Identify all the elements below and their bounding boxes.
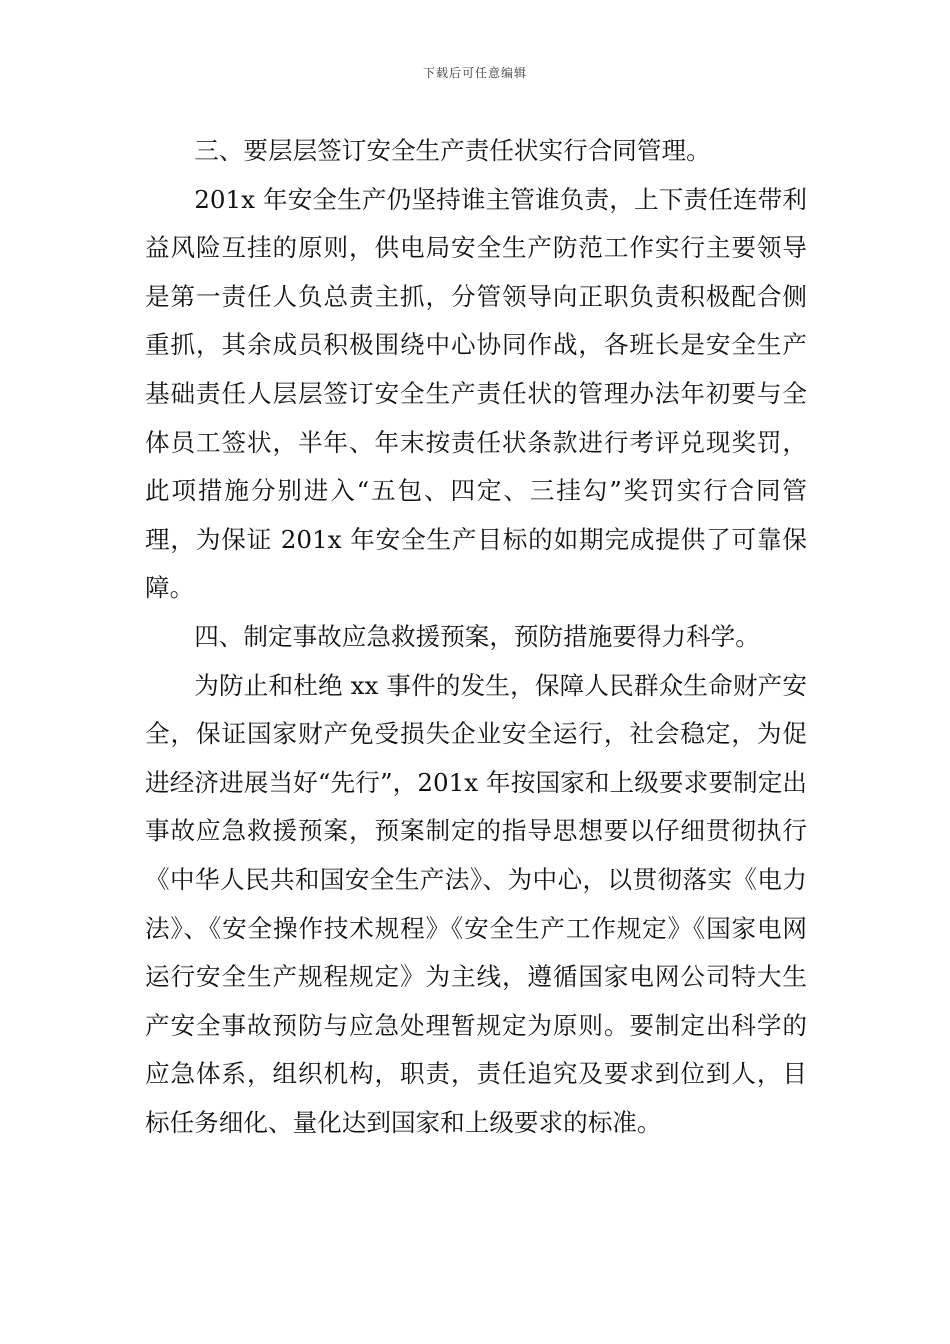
paragraph-responsibility: 201x 年安全生产仍坚持谁主管谁负责，上下责任连带利益风险互挂的原则，供电局安全生产防范工作实行主要领导是第一责任人负总责主抓，分管领导向正职负责积极配合侧重抓，其余成员积极围绕中心协同作战，各班长是安全生产基础责任人层层签订安全生产责任状的管理办法年初要与全体员工签状，半年、年末按责任状条款进行考评兑现奖罚，此项措施分别进入“五包、四定、三挂勾”奖罚实行合同管理，为保证 201x 年安全生产目标的如期完成提供了可靠保障。 — [145, 184, 807, 603]
paragraph-emergency-plan: 为防止和杜绝 xx 事件的发生，保障人民群众生命财产安全，保证国家财产免受损失企业安全运行，社会稳定，为促进经济进展当好“先行”，201x 年按国家和上级要求要制定出事故应急救援预案，预案制定的指导思想要以仔细贯彻执行《中华人民共和国安全生产法》、为中心，以贯彻落实《电力法》、《安全操作技术规程》《安全生产工作规定》《国家电网运行安全生产规程规定》为主线，遵循国家电网公司特大生产安全事故预防与应急处理暂规定为原则。要制定出科学的应急体系，组织机构，职责，责任追究及要求到位到人，目标任务细化、量化达到国家和上级要求的标准。 — [145, 670, 807, 1137]
page-header: 下载后可任意编辑 — [422, 66, 527, 80]
section-heading-3: 三、要层层签订安全生产责任状实行合同管理。 — [194, 136, 711, 165]
document-body — [145, 127, 807, 1147]
section-heading-4: 四、制定事故应急救援预案，预防措施要得力科学。 — [194, 621, 760, 651]
